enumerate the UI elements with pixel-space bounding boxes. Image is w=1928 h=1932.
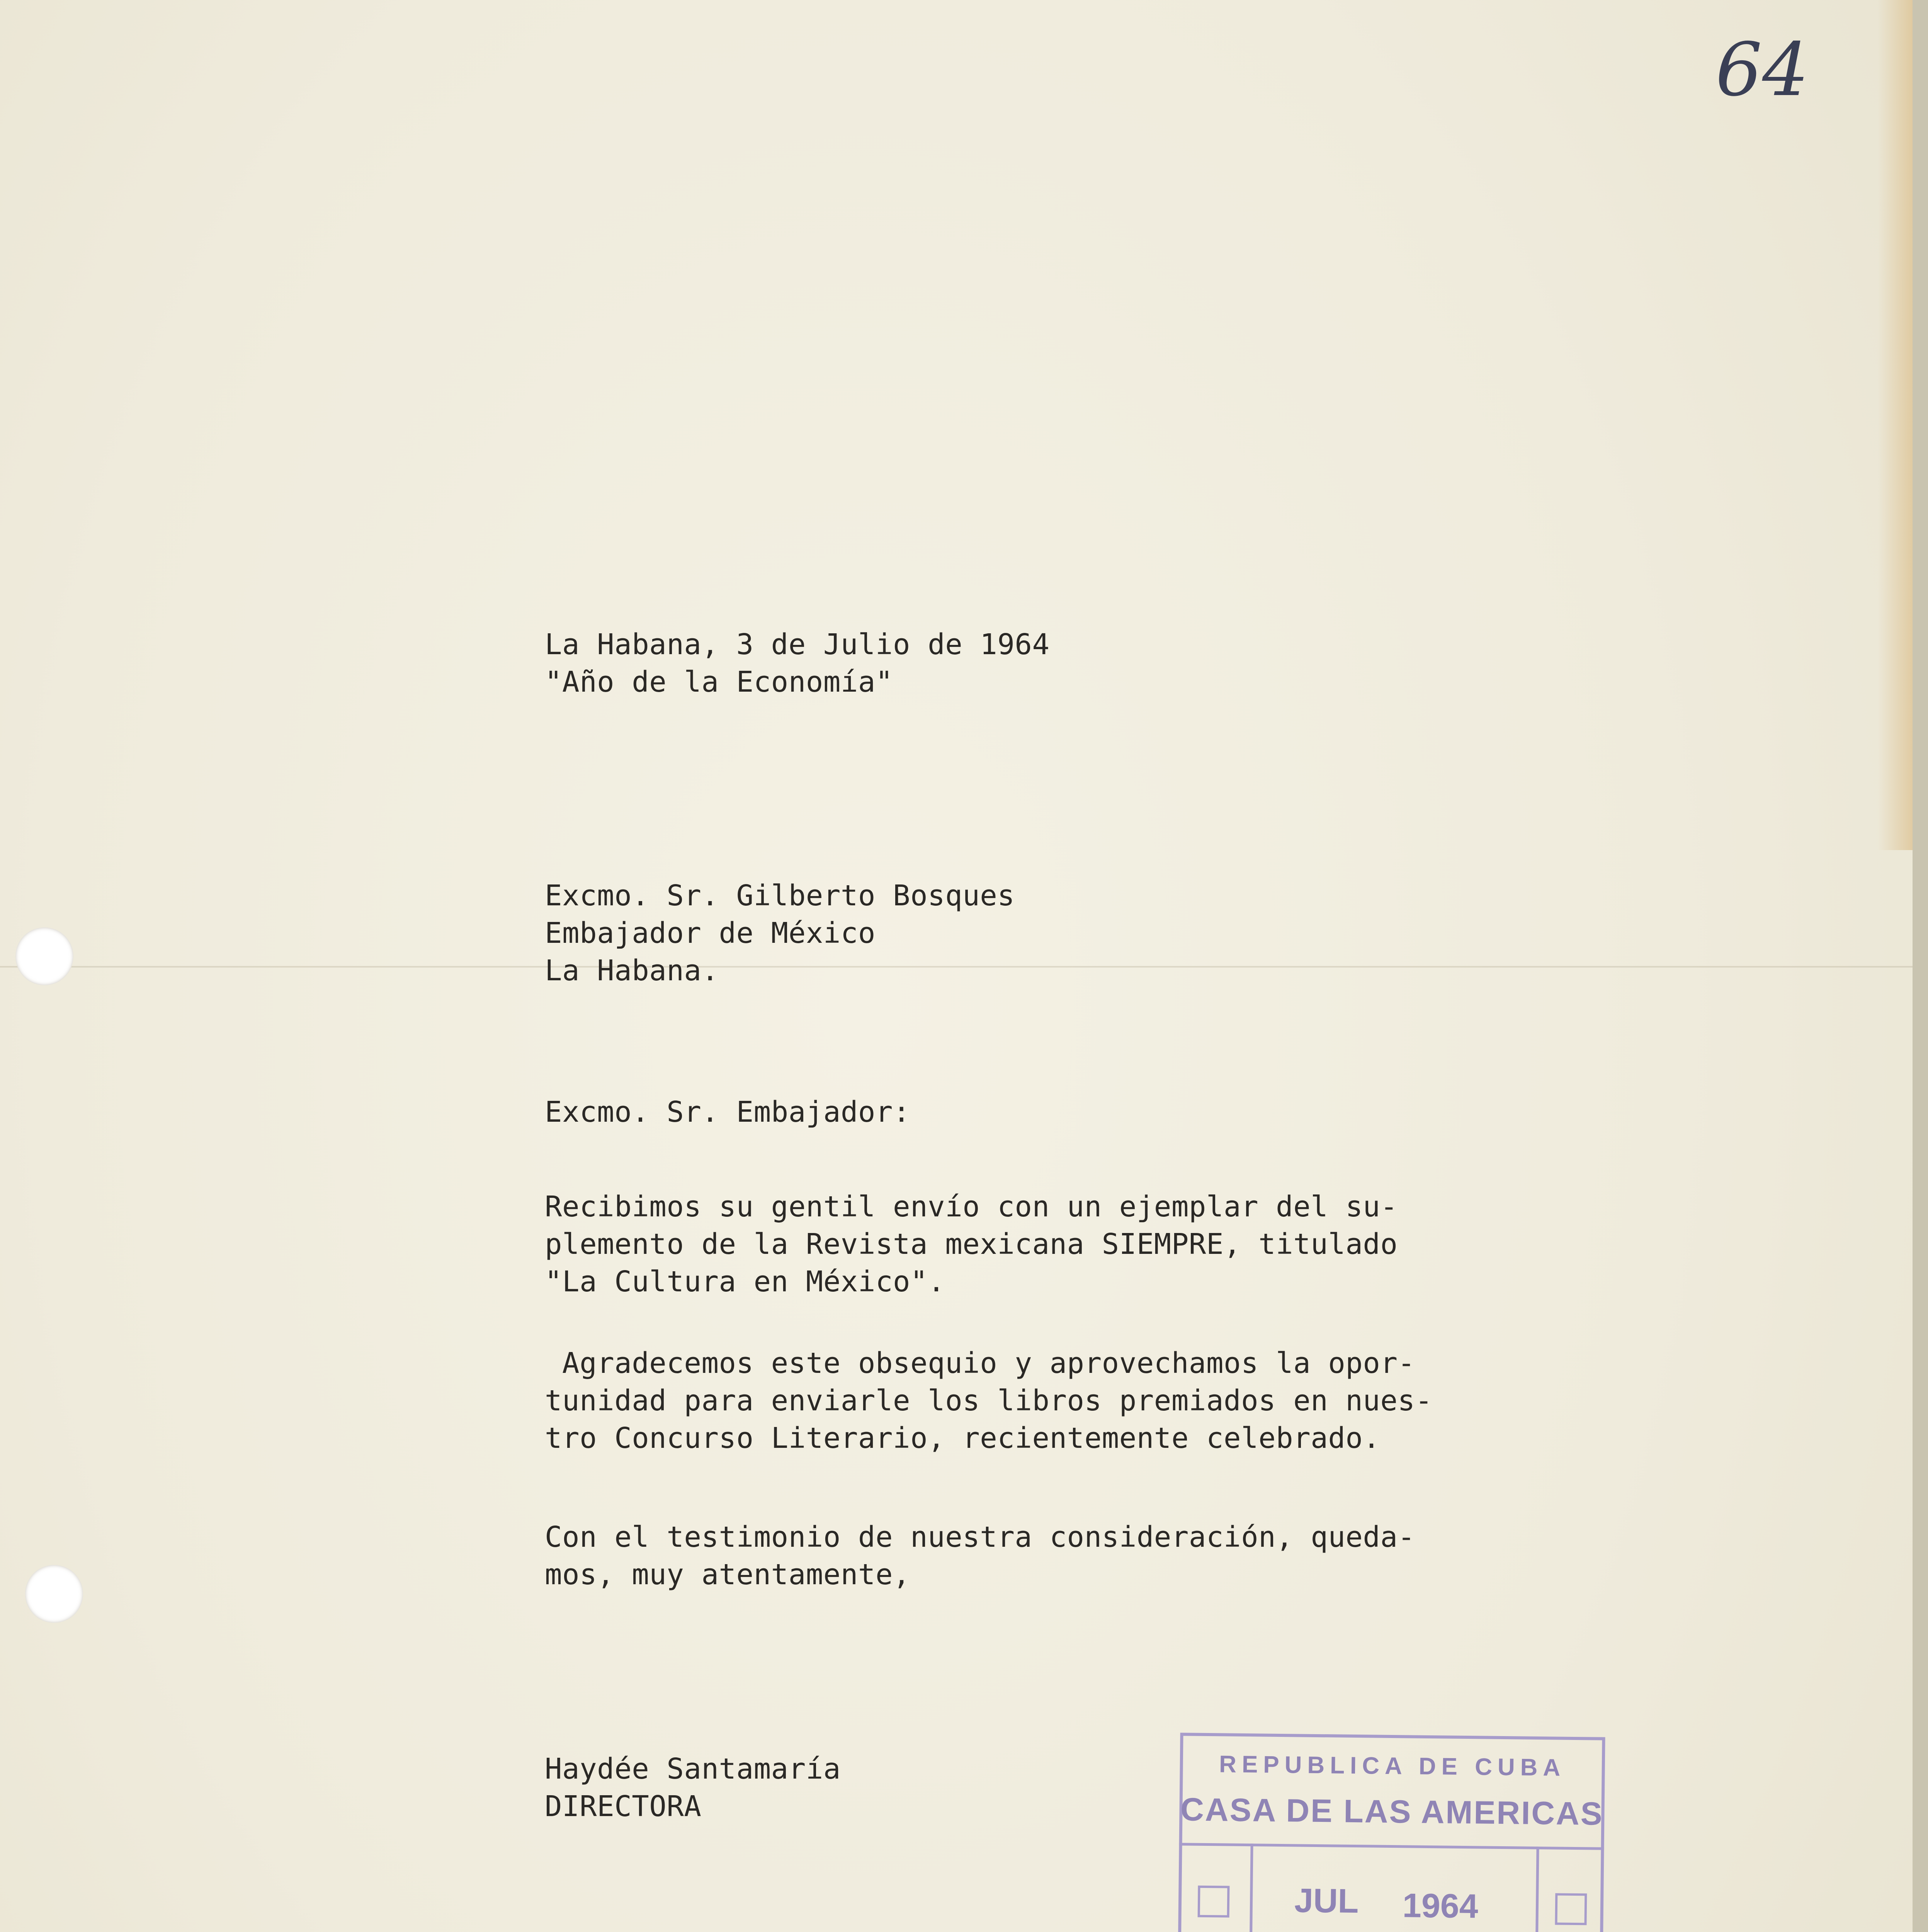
punch-hole-bottom bbox=[25, 1565, 83, 1623]
paragraph-1-line: "La Cultura en México". bbox=[545, 1265, 945, 1298]
signature-name: Haydée Santamaría bbox=[545, 1752, 841, 1786]
page-number: 64 bbox=[1715, 27, 1809, 112]
stamp-year: 1964 bbox=[1402, 1886, 1479, 1925]
salutation: Excmo. Sr. Embajador: bbox=[545, 1095, 911, 1129]
addressee-line: Embajador de México bbox=[545, 917, 876, 950]
motto: "Año de la Economía" bbox=[545, 665, 893, 699]
punch-hole-top bbox=[15, 927, 73, 985]
paper-edge-stain bbox=[1878, 0, 1913, 850]
addressee-line: La Habana. bbox=[545, 954, 719, 987]
outgoing-stamp bbox=[1177, 1733, 1605, 1932]
paragraph-1-line: Recibimos su gentil envío con un ejemplar del su- bbox=[545, 1190, 1398, 1223]
addressee-line: Excmo. Sr. Gilberto Bosques bbox=[545, 879, 1015, 912]
paragraph-2-line: tunidad para enviarle los libros premiados en nues- bbox=[545, 1384, 1433, 1417]
stamp-line-1: REPUBLICA DE CUBA bbox=[1219, 1751, 1566, 1781]
stamp-checkbox-left bbox=[1198, 1886, 1230, 1918]
paragraph-3-line: Con el testimonio de nuestra consideración, queda- bbox=[545, 1520, 1415, 1554]
stamp-month: JUL bbox=[1294, 1881, 1359, 1920]
date-line: La Habana, 3 de Julio de 1964 bbox=[545, 628, 1050, 661]
stamp-line-2: CASA DE LAS AMERICAS bbox=[1180, 1791, 1604, 1832]
signature-title: DIRECTORA bbox=[545, 1790, 702, 1823]
stamp-checkbox-right bbox=[1555, 1893, 1587, 1925]
paragraph-3-line: mos, muy atentamente, bbox=[545, 1558, 911, 1591]
paragraph-2-line: tro Concurso Literario, recientemente celebrado. bbox=[545, 1422, 1381, 1455]
paragraph-1-line: plemento de la Revista mexicana SIEMPRE, titulado bbox=[545, 1228, 1398, 1261]
paragraph-2-line: Agradecemos este obsequio y aprovechamos la opor- bbox=[545, 1347, 1415, 1380]
paper-fold bbox=[0, 966, 1913, 968]
